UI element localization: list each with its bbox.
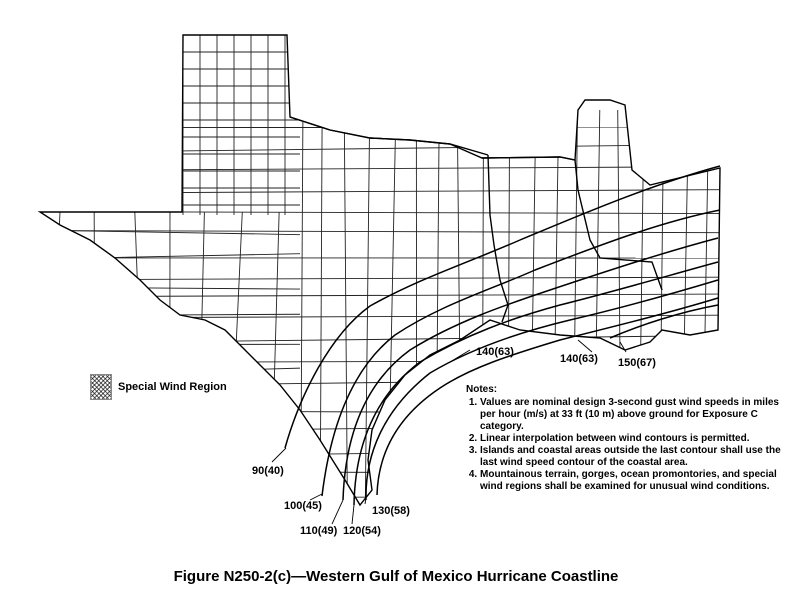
contour-label-140-west: 140(63) — [476, 346, 514, 358]
contour-label-110: 110(49) — [300, 525, 338, 537]
leader-120 — [352, 505, 354, 524]
contour-label-100: 100(45) — [284, 500, 322, 512]
note-item: 2. Linear interpolation between wind contours is permitted. — [480, 433, 784, 445]
leader-150 — [620, 342, 626, 352]
county-line — [40, 315, 720, 318]
county-line — [135, 212, 142, 400]
figure-caption: Figure N250-2(c)—Western Gulf of Mexico Hurricane Coastline — [173, 568, 619, 585]
leader-90 — [272, 448, 286, 462]
map-legend — [90, 374, 227, 400]
contour-label-130: 130(58) — [372, 505, 410, 517]
county-line — [40, 294, 720, 297]
note-item: 1. Values are nominal design 3-second gust wind speeds in miles per hour (m/s) at 33 ft (10 m) above ground for Exposure C category. — [480, 397, 784, 433]
notes-block — [466, 384, 784, 493]
county-line — [94, 212, 95, 400]
county-line — [365, 110, 370, 520]
contour-label-150: 150(67) — [618, 357, 656, 369]
special-wind-region-swatch — [90, 374, 112, 400]
leader-110 — [332, 500, 343, 524]
arkansas-louisiana-border — [482, 157, 575, 160]
county-line — [200, 212, 204, 400]
note-item: 3. Islands and coastal areas outside the last contour shall use the last wind speed contour of the coastal area. — [480, 445, 784, 469]
county-line — [457, 110, 461, 520]
notes-list — [466, 397, 784, 493]
legend-label: Special Wind Region — [118, 381, 227, 393]
notes-title: Notes: — [466, 384, 498, 395]
county-line — [40, 190, 720, 194]
contour-label-90: 90(40) — [252, 465, 284, 477]
county-line — [52, 212, 60, 400]
contour-label-120: 120(54) — [343, 525, 381, 537]
note-item: 4. Mountainous terrain, gorges, ocean promontories, and special wind regions shall be examined for unusual wind conditions. — [480, 469, 784, 493]
county-line — [301, 110, 303, 520]
county-line — [436, 110, 439, 520]
county-line — [40, 277, 720, 280]
county-line — [30, 287, 300, 289]
county-line — [320, 110, 322, 520]
county-line — [40, 497, 720, 498]
leader-140-west — [450, 350, 470, 362]
county-line — [234, 212, 243, 400]
leader-140-east — [578, 340, 592, 352]
county-line — [40, 336, 720, 344]
county-line — [388, 110, 396, 520]
contour-label-140-east: 140(63) — [560, 353, 598, 365]
texas-louisiana-border — [488, 155, 508, 322]
county-line — [30, 314, 300, 316]
county-line — [274, 212, 279, 400]
